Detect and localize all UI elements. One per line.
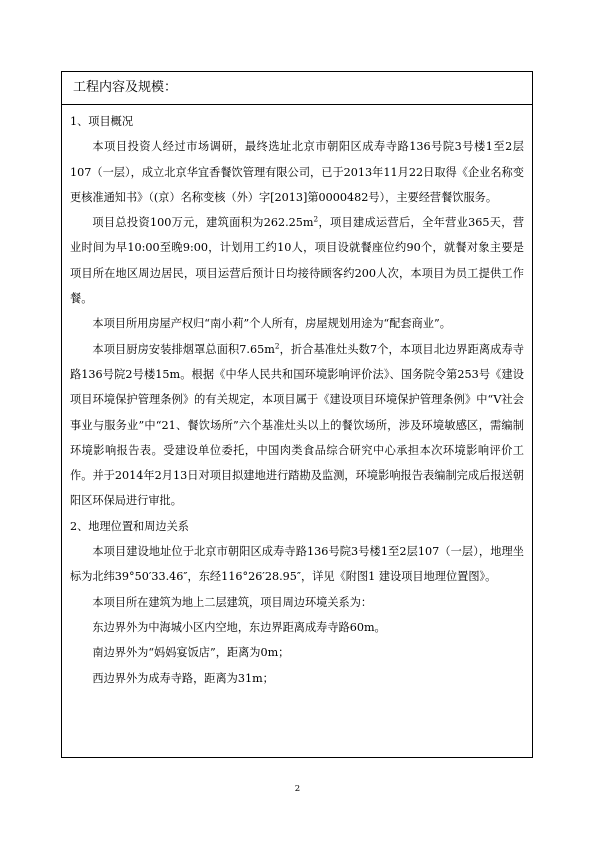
- section-1-paragraph-1: 本项目投资人经过市场调研，最终选址北京市朝阳区成寿寺路136号院3号楼1至2层107（一层），成立北京华宜香餐饮管理有限公司，已于2013年11月22日取得《企业名称变更核准通知书》（(京）名称变核（外）字[2013]第0000482号），主要经营餐饮服务。: [70, 140, 524, 204]
- south-boundary-line: 南边界外为“妈妈宴饭店”，距离为0m；: [92, 646, 290, 660]
- section-1-paragraph-2: [70, 210, 524, 311]
- east-boundary-line: 东边界外为中海城小区内空地，东边界距离成寿寺路60m。: [92, 620, 386, 634]
- section-1-paragraph-3: 本项目所用房屋产权归“南小莉”个人所有，房屋规划用途为“配套商业”。: [92, 317, 451, 331]
- paragraph-2-text-a: 项目总投资100万元，建筑面积为262.25m: [92, 216, 314, 230]
- section-2-paragraph-1: 本项目建设地址位于北京市朝阳区成寿寺路136号院3号楼1至2层107（一层），地理坐标为北纬39°50′33.46″，东经116°26′28.95″，详见《附图1 建设项目地理位置图》。: [70, 545, 524, 584]
- section-1-paragraph-4: [70, 337, 524, 514]
- section-2-paragraph-2: 本项目所在建筑为地上二层建筑，项目周边环境关系为：: [92, 595, 373, 609]
- paragraph-2-text-b: ，项目建成运营后，全年营业365天，营业时间为早10:00至晚9:00，计划用工约10人，项目设就餐座位约90个，就餐对象主要是项目所在地区周边居民，项目运营后预计日均接待顾客约200人次，本项目为员工提供工作餐。: [70, 216, 525, 306]
- paragraph-4-text-a: 本项目厨房安装排烟罩总面积7.65m: [92, 342, 275, 356]
- table-header-title: 工程内容及规模：: [73, 80, 178, 95]
- area-unit-superscript: 2: [313, 214, 319, 224]
- page-number: 2: [294, 784, 301, 794]
- content-table: [61, 71, 533, 758]
- section-1-heading: 1、项目概况: [70, 115, 134, 128]
- table-body: [62, 105, 532, 691]
- section-2-heading: 2、地理位置和周边关系: [70, 519, 189, 533]
- hood-area-superscript: 2: [274, 340, 280, 350]
- paragraph-4-text-b: ，折合基准灶头数7个，本项目北边界距离成寿寺路136号院2号楼15m。根据《中华人民共和国环境影响评价法》、国务院令第253号《建设项目环境保护管理条例》的有关规定，本项目属于《建设项目环境保护管理条例》中“Ⅴ社会事业与服务业”中“21、餐饮场所”六个基准灶头以上的餐饮场所，涉及环境敏感区，需编制环境影响报告表。受建设单位委托，中国肉类食品综合研究中心承担本次环境影响评价工作。并于2014年2月13日对项目拟建地进行踏勘及监测，环境影响报告表编制完成后报送朝阳区环保局进行审批。: [70, 342, 524, 508]
- west-boundary-line: 西边界外为成寿寺路，距离为31m；: [92, 671, 274, 685]
- table-header: [62, 72, 532, 105]
